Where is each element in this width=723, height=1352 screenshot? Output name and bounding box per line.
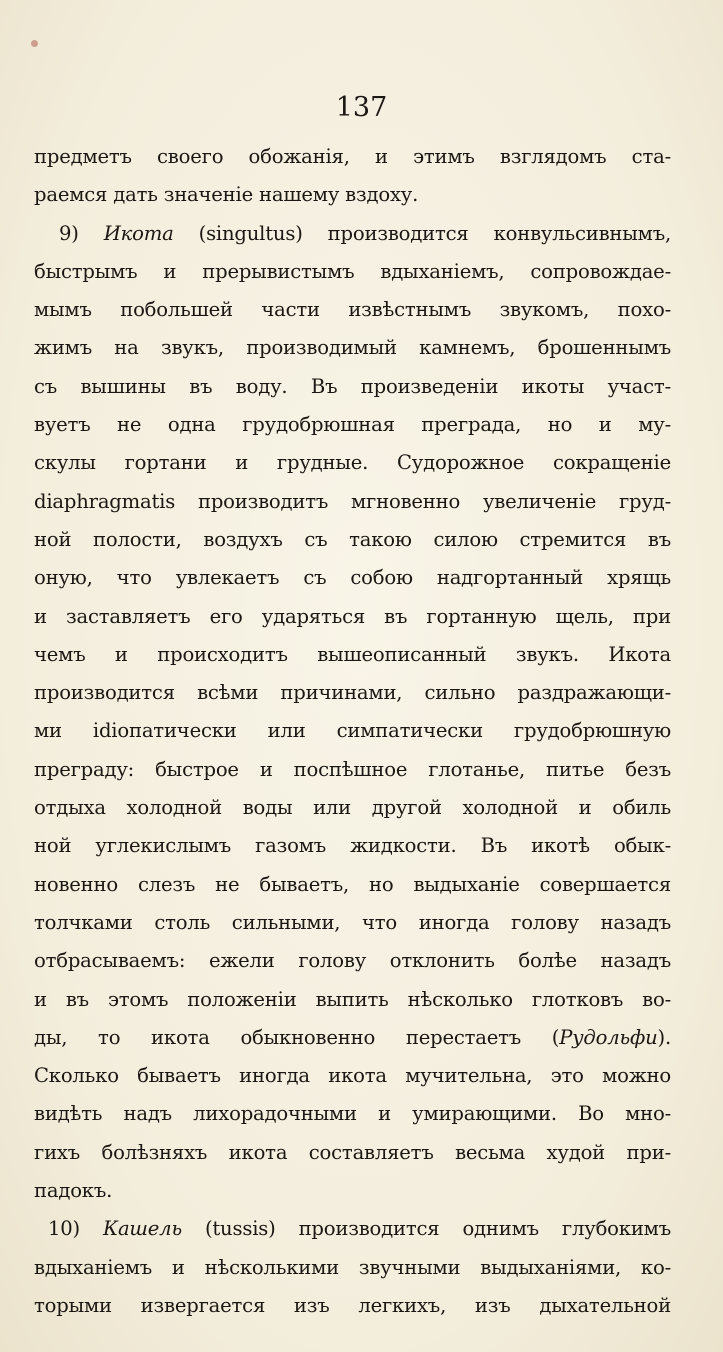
body-text	[34, 138, 671, 1325]
text-line	[34, 1210, 671, 1248]
text-line: новенно слезъ не бываетъ, но выдыханіе совершается	[34, 872, 671, 896]
line-segment: 10)	[48, 1217, 103, 1241]
ink-spot	[31, 40, 38, 47]
text-line: отдыха холодной воды или другой холодной и обиль	[34, 796, 671, 820]
page-number: 137	[335, 92, 388, 123]
text-line: чемъ и происходитъ вышеописанный звукъ. Икота	[34, 642, 671, 666]
line-segment: (singultus) производится конвульсивнымъ,	[173, 221, 671, 245]
text-line: вдыханіемъ и нѣсколькими звучными выдыханіями, ко-	[34, 1255, 671, 1279]
text-line: и заставляетъ его ударяться въ гортанную щель, при	[34, 604, 671, 628]
text-line: съ вышины въ воду. Въ произведеніи икоты участ-	[34, 374, 671, 398]
text-line	[34, 215, 671, 253]
text-line: производится всѣми причинами, сильно раздражающи-	[34, 681, 671, 705]
text-line: мымъ побольшей части извѣстнымъ звукомъ, похо-	[34, 298, 671, 322]
italic-term: Рудольфи	[559, 1025, 658, 1049]
text-line: и въ этомъ положеніи выпить нѣсколько глотковъ во-	[34, 987, 671, 1011]
text-line: преграду: быстрое и поспѣшное глотанье, питье безъ	[34, 757, 671, 781]
text-line: ной полости, воздухъ съ такою силою стремится въ	[34, 527, 671, 551]
text-line: скулы гортани и грудные. Судорожное сокращеніе	[34, 451, 671, 475]
line-segment: 9)	[59, 221, 104, 245]
text-line: раемся дать значеніе нашему вздоху.	[34, 183, 419, 207]
line-segment: ды, то икота обыкновенно перестаетъ (	[34, 1025, 560, 1049]
line-segment: (tussis) производится однимъ глубокимъ	[181, 1217, 671, 1241]
italic-term: Кашель	[102, 1217, 182, 1241]
italic-term: Икота	[103, 221, 174, 245]
text-line: отбрасываемъ: ежели голову отклонить болѣе назадъ	[34, 949, 671, 973]
text-line: diaphragmatis производитъ мгновенно увеличеніе груд-	[34, 489, 671, 513]
text-line: вуетъ не одна грудобрюшная преграда, но и му-	[34, 413, 671, 437]
text-line: быстрымъ и прерывистымъ вдыханіемъ, сопровождае-	[34, 259, 671, 283]
text-line: предметъ своего обожанія, и этимъ взглядомъ ста-	[34, 145, 671, 168]
text-line: жимъ на звукъ, производимый камнемъ, брошеннымъ	[34, 336, 671, 360]
text-line: гихъ болѣзняхъ икота составляетъ весьма худой при-	[34, 1140, 671, 1164]
text-line: толчками столь сильными, что иногда голову назадъ	[34, 910, 671, 934]
text-line	[34, 1019, 671, 1057]
text-line: оную, что увлекаетъ съ собою надгортанный хрящь	[34, 566, 671, 590]
line-segment: ).	[657, 1025, 671, 1049]
text-line: ной углекислымъ газомъ жидкости. Въ икотѣ обык-	[34, 834, 671, 858]
text-line: видѣть надъ лихорадочными и умирающими. Во мно-	[34, 1102, 671, 1126]
text-line: Сколько бываетъ иногда икота мучительна, это можно	[34, 1064, 671, 1088]
text-line: падокъ.	[34, 1179, 113, 1203]
text-line: ми idiопатически или симпатически грудобрюшную	[34, 719, 671, 743]
text-line: торыми извергается изъ легкихъ, изъ дыхательной	[34, 1293, 671, 1317]
